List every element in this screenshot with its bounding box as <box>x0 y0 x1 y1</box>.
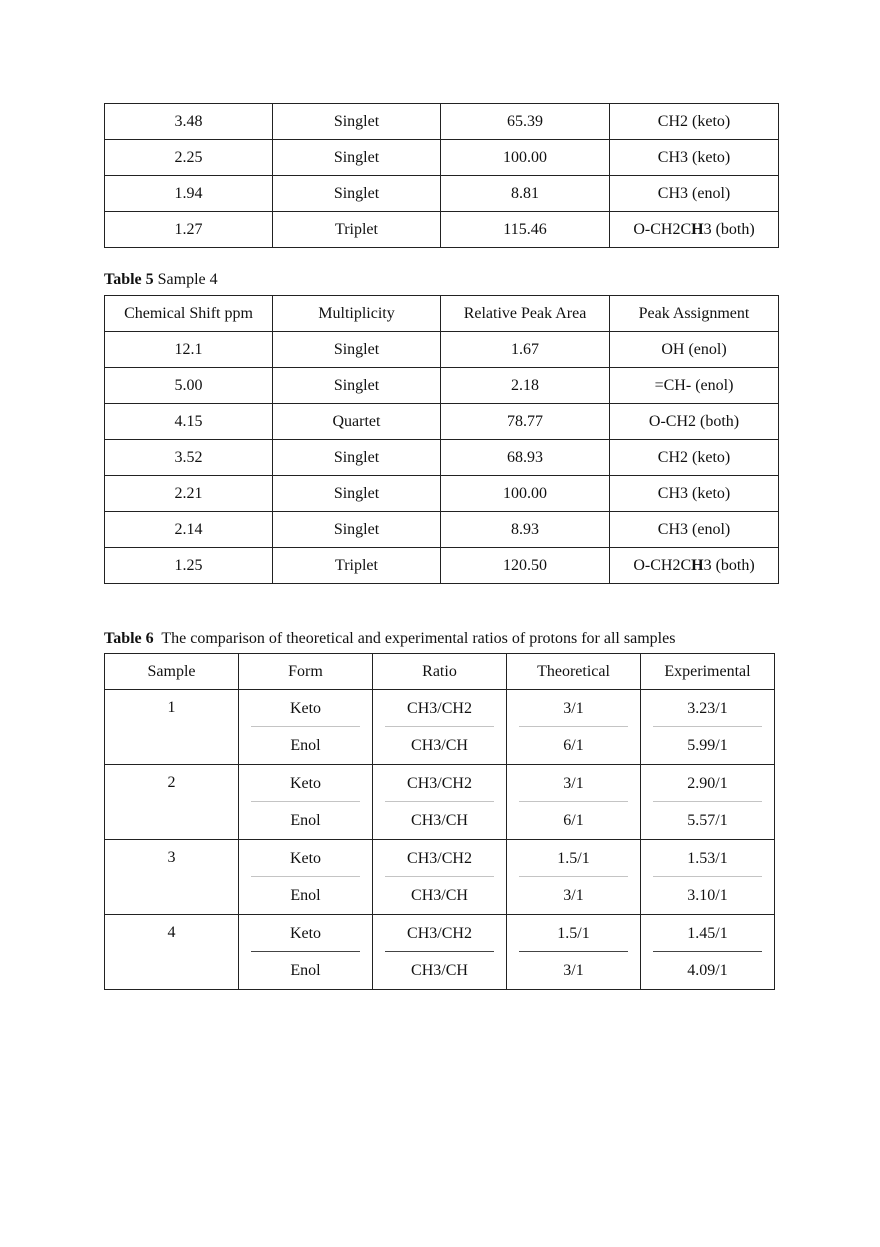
ratio-enol: CH3/CH <box>411 961 468 979</box>
cell-experimental <box>641 690 775 765</box>
table-row <box>105 332 779 368</box>
assignment-pre: O-CH2C <box>633 220 692 238</box>
cell-shift: 4.15 <box>105 404 273 440</box>
cell-shift: 5.00 <box>105 368 273 404</box>
assignment-bold: H <box>691 220 704 238</box>
cell-area: 100.00 <box>441 140 610 176</box>
cell-form <box>239 765 373 840</box>
cell-multiplicity: Singlet <box>273 176 441 212</box>
ratio-keto: CH3/CH2 <box>373 915 506 952</box>
cell-form <box>239 915 373 990</box>
cell-assignment: CH2 (keto) <box>610 440 779 476</box>
header-shift: Chemical Shift ppm <box>105 296 273 332</box>
theoretical-enol: 6/1 <box>563 811 584 829</box>
cell-multiplicity: Singlet <box>273 512 441 548</box>
cell-theoretical <box>507 765 641 840</box>
cell-form <box>239 690 373 765</box>
sample-group-row <box>105 765 775 840</box>
cell-assignment <box>610 212 779 248</box>
cell-theoretical <box>507 690 641 765</box>
header-assignment: Peak Assignment <box>610 296 779 332</box>
cell-multiplicity: Singlet <box>273 476 441 512</box>
header-sample: Sample <box>105 654 239 690</box>
cell-shift: 2.14 <box>105 512 273 548</box>
sample-group-row <box>105 690 775 765</box>
table-header-row <box>105 296 779 332</box>
cell-area: 100.00 <box>441 476 610 512</box>
cell-form <box>239 840 373 915</box>
cell-assignment: OH (enol) <box>610 332 779 368</box>
cell-shift: 1.25 <box>105 548 273 584</box>
experimental-enol: 5.57/1 <box>687 811 728 829</box>
cell-multiplicity: Singlet <box>273 332 441 368</box>
ratio-keto: CH3/CH2 <box>373 765 506 802</box>
header-theoretical: Theoretical <box>507 654 641 690</box>
cell-assignment: CH3 (enol) <box>610 176 779 212</box>
cell-area: 120.50 <box>441 548 610 584</box>
cell-ratio <box>373 840 507 915</box>
cell-sample: 2 <box>105 765 239 840</box>
ratio-enol: CH3/CH <box>411 886 468 904</box>
theoretical-keto: 1.5/1 <box>507 915 640 952</box>
previous-table <box>104 103 779 248</box>
cell-area: 68.93 <box>441 440 610 476</box>
form-keto: Keto <box>239 690 372 727</box>
cell-assignment: CH2 (keto) <box>610 104 779 140</box>
table6-caption-text: The comparison of theoretical and experimental ratios of protons for all samples <box>153 630 676 647</box>
cell-ratio <box>373 690 507 765</box>
table6-caption-label: Table 6 <box>104 630 154 647</box>
cell-area: 8.81 <box>441 176 610 212</box>
cell-assignment <box>610 548 779 584</box>
table6 <box>104 653 775 990</box>
theoretical-enol: 3/1 <box>563 886 584 904</box>
table5-caption-label: Table 5 <box>104 271 154 288</box>
theoretical-enol: 3/1 <box>563 961 584 979</box>
cell-multiplicity: Singlet <box>273 440 441 476</box>
header-area: Relative Peak Area <box>441 296 610 332</box>
table-header-row <box>105 654 775 690</box>
table5-caption-text: Sample 4 <box>153 271 218 288</box>
ratio-keto: CH3/CH2 <box>373 690 506 727</box>
cell-sample: 3 <box>105 840 239 915</box>
cell-multiplicity: Singlet <box>273 104 441 140</box>
cell-multiplicity: Triplet <box>273 548 441 584</box>
experimental-keto: 1.53/1 <box>641 840 774 877</box>
table-row <box>105 440 779 476</box>
experimental-enol: 5.99/1 <box>687 736 728 754</box>
cell-shift: 2.21 <box>105 476 273 512</box>
assignment-post: 3 (both) <box>703 556 755 574</box>
cell-theoretical <box>507 840 641 915</box>
table-row <box>105 212 779 248</box>
table-row <box>105 404 779 440</box>
form-keto: Keto <box>239 915 372 952</box>
cell-sample: 4 <box>105 915 239 990</box>
cell-experimental <box>641 840 775 915</box>
experimental-keto: 2.90/1 <box>641 765 774 802</box>
cell-assignment: CH3 (keto) <box>610 140 779 176</box>
table-row <box>105 176 779 212</box>
table6-caption <box>104 630 675 648</box>
form-enol: Enol <box>290 811 321 829</box>
form-keto: Keto <box>239 765 372 802</box>
cell-shift: 3.52 <box>105 440 273 476</box>
form-enol: Enol <box>290 736 321 754</box>
table-row <box>105 548 779 584</box>
theoretical-keto: 1.5/1 <box>507 840 640 877</box>
table-row <box>105 512 779 548</box>
header-form: Form <box>239 654 373 690</box>
cell-ratio <box>373 915 507 990</box>
cell-experimental <box>641 915 775 990</box>
assignment-post: 3 (both) <box>703 220 755 238</box>
cell-area: 2.18 <box>441 368 610 404</box>
table-row <box>105 476 779 512</box>
theoretical-enol: 6/1 <box>563 736 584 754</box>
header-experimental: Experimental <box>641 654 775 690</box>
assignment-bold: H <box>691 556 704 574</box>
experimental-enol: 3.10/1 <box>687 886 728 904</box>
cell-shift: 2.25 <box>105 140 273 176</box>
cell-multiplicity: Singlet <box>273 140 441 176</box>
cell-shift: 3.48 <box>105 104 273 140</box>
form-enol: Enol <box>290 886 321 904</box>
theoretical-keto: 3/1 <box>507 690 640 727</box>
cell-ratio <box>373 765 507 840</box>
experimental-enol: 4.09/1 <box>687 961 728 979</box>
table-row <box>105 104 779 140</box>
cell-shift: 1.94 <box>105 176 273 212</box>
cell-shift: 12.1 <box>105 332 273 368</box>
cell-multiplicity: Triplet <box>273 212 441 248</box>
table5 <box>104 295 779 584</box>
theoretical-keto: 3/1 <box>507 765 640 802</box>
form-enol: Enol <box>290 961 321 979</box>
cell-multiplicity: Quartet <box>273 404 441 440</box>
cell-multiplicity: Singlet <box>273 368 441 404</box>
assignment-pre: O-CH2C <box>633 556 692 574</box>
table-row <box>105 368 779 404</box>
header-multiplicity: Multiplicity <box>273 296 441 332</box>
form-keto: Keto <box>239 840 372 877</box>
ratio-keto: CH3/CH2 <box>373 840 506 877</box>
table5-caption <box>104 271 218 289</box>
ratio-enol: CH3/CH <box>411 736 468 754</box>
experimental-keto: 1.45/1 <box>641 915 774 952</box>
experimental-keto: 3.23/1 <box>641 690 774 727</box>
cell-assignment: O-CH2 (both) <box>610 404 779 440</box>
cell-area: 65.39 <box>441 104 610 140</box>
cell-assignment: CH3 (enol) <box>610 512 779 548</box>
sample-group-row <box>105 915 775 990</box>
cell-assignment: CH3 (keto) <box>610 476 779 512</box>
cell-theoretical <box>507 915 641 990</box>
cell-area: 115.46 <box>441 212 610 248</box>
cell-assignment: =CH- (enol) <box>610 368 779 404</box>
cell-area: 78.77 <box>441 404 610 440</box>
cell-area: 8.93 <box>441 512 610 548</box>
header-ratio: Ratio <box>373 654 507 690</box>
cell-area: 1.67 <box>441 332 610 368</box>
cell-experimental <box>641 765 775 840</box>
ratio-enol: CH3/CH <box>411 811 468 829</box>
cell-sample: 1 <box>105 690 239 765</box>
table-row <box>105 140 779 176</box>
cell-shift: 1.27 <box>105 212 273 248</box>
sample-group-row <box>105 840 775 915</box>
